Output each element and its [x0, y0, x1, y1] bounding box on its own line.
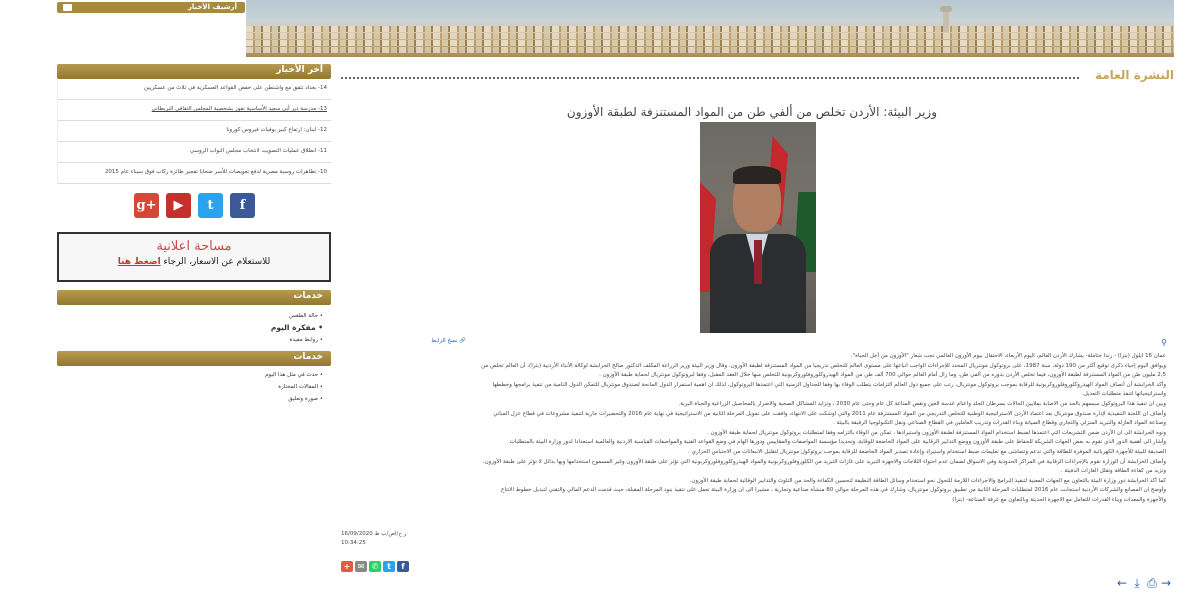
paragraph: وصناعة المواد العازلة والتبريد المنزلي والتجاري وقطاع الصيانة وبناء القدرات وتدريب العاملين في القطاع الصناعي ونقل التكنولوجيا الرفيقة بالبيئة .: [833, 420, 1166, 427]
paragraph: عمان 16 ايلول (بترا) - رندا حتاملة- يشارك الأردن العالم، اليوم الأربعاء، الاحتفال بيوم الأوزون العالمي تحت شعار "الأوزون من أجل الحياة".: [850, 353, 1166, 359]
ad-space-banner[interactable]: [57, 232, 331, 282]
news-item[interactable]: 13- مدرسة دير أبي سعيد الأساسية تفوز بشخصية المجلس الثقافي البريطاني: [58, 100, 331, 121]
paragraph: ويوافق اليوم إحياء ذكرى توقيع أكثر من 190 دولة، سنة 1987، على بروتوكول مونتريال المحدد للإجراءات الواجب اتباعها على مستوى العالم للتخلص تدريجيا من المواد المستنزفة لطبقة الأوزون. وقال وزير البيئة وزير الزراعة المكلف الدكتور صالح الخرابشة لوكالة الأنباء الأردنية (بترا)، أن العالم تخلص من: [481, 362, 1166, 369]
whatsapp-share-icon[interactable]: ✆: [369, 561, 381, 572]
article-title: وزير البيئة: الأردن تخلص من ألفي طن من المواد المستنزفة لطبقة الأوزون: [566, 105, 937, 119]
previous-arrow-icon[interactable]: ←: [1116, 576, 1128, 590]
service-on-this-day-link[interactable]: • حدث في مثل هذا اليوم: [265, 372, 323, 378]
paragraph: والأجهزة والمعدات وبناء القدرات للتعامل مع الاجهزة الحديثة وبالتعاون مع غرفة الصناعة- (بترا): [952, 496, 1166, 503]
section-title: النشرة العامة: [1094, 68, 1174, 82]
latest-news-list: [57, 79, 331, 184]
article-body: [341, 352, 1166, 506]
ad-text: للاستعلام عن الاسعار، الرجاء اضغط هنا: [117, 257, 271, 267]
paragraph: واستراتيجياتها لتنفذ متطلبات التعديل.: [1081, 391, 1166, 398]
paragraph: وأشار الى أهمية الدور الذي تقوم به بعض الجهات الشريكة للحفاظ على طبقة الأوزون ووضع التدابير الرقابية على المواد الخاضعة للوقاية، وتحديدا مؤسسة المواصفات والمقاييس ودورها الهام في وضع القواعد الفنية والمواصفات القياسية الاردنية والعالمية استعدادا لدور وزارة البيئة بالمتطلبات: [509, 439, 1166, 446]
latest-news-header: [57, 64, 331, 79]
folder-icon: [63, 4, 72, 11]
meta-line: ر ح/اص/ب ط 16/09/2020: [341, 531, 407, 537]
service-useful-links[interactable]: • روابط مفيدة: [289, 337, 323, 343]
email-share-icon[interactable]: ✉: [355, 561, 367, 572]
zoom-icon[interactable]: ⚲: [1161, 338, 1167, 347]
services-title: خدمات: [293, 291, 323, 301]
paragraph: وأوضح ان المصانع والشركات الأردنية استجابت عام 2016 لمتطلبات المرحلة الثانية من تطبيق بروتوكول مونتريال، وشارك في هذه المرحلة حوالي 80 منشأة صناعية وتجارية ، مشيرا الى ان وزارة البيئة تعمل على تنفيذ بنود المرحلة المقبلة، حيث قدمت الدعم المالي والتقني لتبديل خطوط الانتاج: [500, 487, 1166, 494]
ad-title: مساحة اعلانية: [156, 239, 232, 254]
more-share-icon[interactable]: +: [341, 561, 353, 572]
latest-news-title: آخر الأخبار: [276, 65, 323, 75]
article-photo[interactable]: [700, 122, 816, 333]
twitter-icon[interactable]: t: [198, 193, 223, 218]
print-icon[interactable]: ⎙: [1147, 576, 1157, 590]
twitter-share-icon[interactable]: t: [383, 561, 395, 572]
services-title-2: خدمات: [293, 352, 323, 362]
news-archive-bar[interactable]: [57, 2, 245, 13]
services-header-2: [57, 351, 331, 366]
service-daily-calendar-link[interactable]: • مفكرة اليوم: [270, 323, 323, 332]
header-skyline-image: [246, 0, 1174, 57]
article-timestamp: 10:34:25: [341, 540, 366, 546]
news-item[interactable]: 12- لبنان: ارتفاع كبير بوفيات فيروس كورونا: [58, 121, 331, 142]
paragraph: وأكد الخرابشة أن أنصاف المواد الهيدروكلوروفلوروكربونية للرقابة بموجب بروتوكول مونتريال، رتب على جميع دول العالم التزامات يتطلب الوفاء بها وفقا للجداول الزمنية التي اعتمدها البروتوكول، لذلك ان اهمية استمرار الدول المانحة لصندوق مونتريال للتمكن الدول النامية من تنفيذ برامجها وخططها: [492, 381, 1166, 388]
news-archive-label: أرشيف الأخبار: [187, 3, 237, 11]
paragraph: 2,5 مليون طن من المواد المستنزفة لطبقة الأوزون، فيما تخلص الأردن بدوره من ألفي طن، وما زال أمام العالم حوالي 700 ألف طن من المواد الهيدروكلوروفلوروكربونية للتخلص منها خلال العقد المقبل، وفقا لبروتوكول مونتريال لحماية طبقة الأوزون .: [599, 372, 1166, 379]
services-header: [57, 290, 331, 305]
google-plus-icon[interactable]: g+: [134, 193, 159, 218]
news-item[interactable]: 14- بغداد تتفق مع واشنطن على خفض القواعد العسكرية في ثلاث من عسكريين: [58, 79, 331, 100]
service-photo-comment-link[interactable]: • صورة وتعليق: [288, 396, 323, 402]
paragraph: الصديقة للبيئة للأجهزة الكهربائية الموفرة للطاقة والتي تدعم وتتماشى مع تعليمات ضبط استخدام واستيراد وإعادة تصدير المواد الخاضعة للرقابة بموجب بروتوكول مونتريال لتقليل الانبعاثات من الاحتباس الحراري .: [688, 448, 1166, 455]
social-links: [57, 184, 331, 230]
article-tools: [341, 338, 1174, 348]
youtube-icon[interactable]: ▶: [166, 193, 191, 218]
news-item[interactable]: 11- انطلاق عمليات التصويت لانتخاب مجلس النواب الروسي: [58, 142, 331, 163]
service-weather-link[interactable]: • حالة الطقس: [289, 313, 323, 319]
sidebar: [57, 64, 331, 405]
next-arrow-icon[interactable]: →: [1160, 576, 1172, 590]
download-icon[interactable]: ⤓: [1134, 576, 1140, 590]
news-item[interactable]: 10- تظاهرات روسية مصرية لدفع تعويضات للأسر ضحايا تفجير طائرة ركاب فوق سيناء عام 2015: [58, 163, 331, 184]
paragraph: وتزيد من كفاءة الطاقة وتقلل الغازات الدفيئة .: [1060, 468, 1166, 475]
paragraph: وأضاف ان اللجنة التنفيذية لإدارة صندوق مونتريال بعد اعتماد الأردن الاستراتيجية الوطنية للتخلص التدريجي من المواد المستنزفة عام 2011 والتي اوشكت على الانتهاء، وافقت على تمويل المرحلة الثانية من الاستراتيجية في نهاية عام 2016 والتحضيرات جارية لتنفيذ مشروعات في قطاع عزل المباني: [493, 410, 1166, 417]
services-list: [57, 305, 331, 346]
paragraph: وبين ان تنفيذ هذا البروتوكول سيسهم بالحد من الاصابة بملايين الحالات بسرطان الجلد واعتام عدسة العين ونقص المناعة كل عام وحتى عام 2030 ، وتزايد المشاكل الصحية والاضرار بالمحاصيل الزراعية والحياة البرية.: [678, 400, 1166, 407]
paragraph: وأضاف الخرابشة أن الوزارة تقوم بالإجراءات الرقابية في المراكز الحدودية وفي الاسواق لضمان عدم احتواء الثلاجات والاجهزة التبريد على غازات التبريد من الكلوروفلوروكربونية والمواد الهيدروكلوروفلوروكربونية التي تؤثر على طبقة الأوزون وغير المسموح استخدامها وبها بدائل لا تؤثر على طبقة الأوزون،: [482, 458, 1166, 465]
section-divider: [341, 77, 1079, 79]
article-meta: [341, 530, 451, 548]
paragraph: كما أكد الخرابشة دور وزارة البيئة بالتعاون مع الجهات المعنية لتنفيذ البرامج والاجراءات اللازمة للتحول نحو استخدام وسائل الطاقة النظيفة لتحسين الكفاءة والحد من التلوث والتدابير الوقائية لحماية طبقة الأوزون.: [689, 477, 1166, 484]
facebook-icon[interactable]: f: [230, 193, 255, 218]
paragraph: ونوه الخرابشة الى ان الأردن ضمن التشريعات التي اعتمدها لضبط استخدام المواد المستنزفة لطبقة الأوزون واستيرادها ، تمكن من الوفاء بالتزامه وفقا لمتطلبات بروتوكول مونتريال لحماية طبقة الأوزون .: [707, 429, 1166, 436]
ad-click-link[interactable]: اضغط هنا: [117, 257, 161, 267]
services-list-2: [57, 366, 331, 405]
copy-link-button[interactable]: 🔗 نسخ الرابط: [431, 338, 466, 344]
facebook-share-icon[interactable]: f: [397, 561, 409, 572]
service-selected-articles-link[interactable]: • المقالات المختارة: [278, 384, 323, 390]
